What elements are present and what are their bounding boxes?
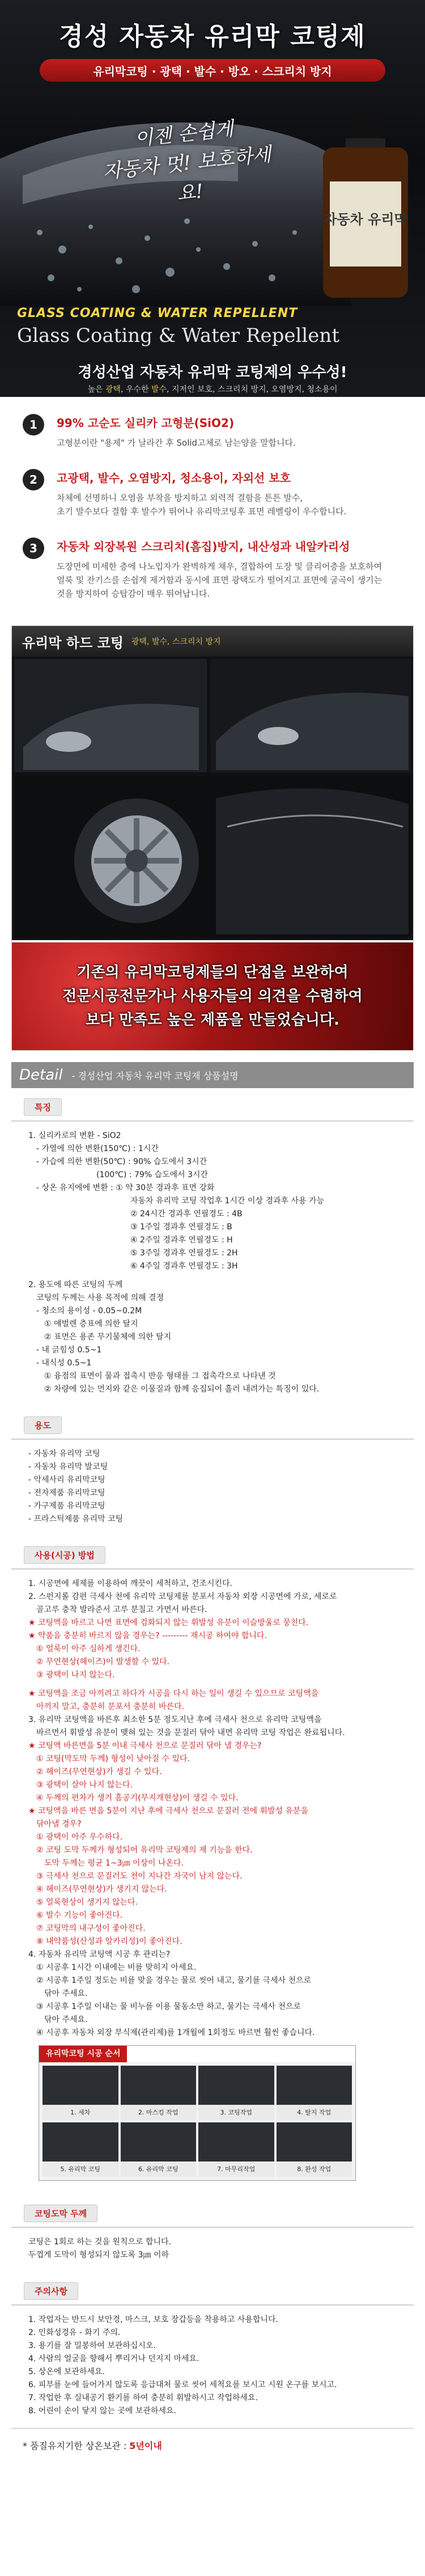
spec-body [11,1120,414,1399]
spec-line: ⑥ 4주일 경과후 연필경도 : 3H [130,1262,238,1271]
spec-line: ② 차량에 있는 먼지와 같은 이물질과 함께 응집되어 흘러 내려가는 특징이 있다. [44,1385,320,1394]
method-body: 1. 시공면에 세제를 이용하여 깨끗이 세척하고, 건조시킨다. 2. 스펀지롤 감편 극세사 천에 유리막 코팅제를 분포서 자동차 외장 시공면에 가로, 세로로 골고루 충착 발라준서 고루 분칠고 가면서 바른다. ★ 코팅액을 바르고 나면 표면에 검화되지 않는 휘발성 유분이 이슬방울로 뭉친다. ★ 약품을 충분히 바르지 않을 경우는? --------- 재시공 하여야 합니다. ① 얼룩이 아주 심하게 생긴다. ② 무연현상(헤이즈)이 발생할 수 있다. ③ 광택이 나지 않는다. ★ 코팅액을 조금 아끼려고 하다가 시공을 다시 하는 일이 생길 수 있으므로 코팅액을 아끼지 말고, 충분히 분포서 충분히 바른다. 3. 유리막 코팅액을 바른후 최소한 5분 정도지난 후에 극세사 천으로 유리막 코팅액을 바르면서 휘발성 유분이 맺혀 있는 것을 문질러 닦아 내면 유리막 코팅 작업은 완료됩니다. ★ 코팅액 바른면을 5분 이내 극세사 천으로 문질러 닦아 낼 경우는? ① 코팅(막도막 두께) 형성이 낮아질 수 있다. ② 헤이즈(무연현상)가 생길 수 있다. ③ 광택이 살아 나지 않는다. ④ 두께의 편차가 생겨 흠공기(무지개현상)이 생길 수 있다. ★ 코팅액을 바른 면을 5분이 지난 후에 극세사 천으로 문질러 전에 휘발성 유분을 닦아낼 경우? ① 광택이 아주 우수하다. ② 코팅 도막 두께가 형성되어 유리막 코팅제의 제 기능을 한다. 도막 두께는 평균 1~3㎛ 이상이 나온다. ③ 극세사 천으로 문질러도 천이 지나간 자국이 남지 않는다. ④ 헤이즈(무연현상)가 생기지 않는다. ⑤ 얼룩현상이 생기지 않는다. ⑥ 발수 기능이 좋아진다. ⑦ 코팅막의 내구성이 좋아진다. ⑧ 내약품성(산성과 알카리성)이 좋아진다. 4. 자동차 유리막 코팅액 시공 후 관리는? ① 시공후 1시간 이내에는 비를 맞히지 아세요. ② 시공후 1주일 정도는 비를 맞을 경우는 물로 씻어 내고, 물기를 극세사 천으로 닦아 주세요. ③ 시공후 1주일 이내는 물 비누를 이용 물동소만 하고, 물기는 극세사 천으로 닦아 주세요. ④ 시공후 자동차 외장 부식제(관리제)를 1개월에 1회정도 바르면 훨씬 좋습니다. 유리막코팅 시공 순서 1. 세차 2. 마스킹 작업 3. 코팅작업 4. 탈지 작업 5. 유리막 코팅 6. 유리막 코팅 7. 마무리작업 8. 완성 작업 [11,1568,414,2188]
improvement-banner [12,942,413,1050]
feature-desc: 도장면에 미세한 층에 나노입자가 완벽하게 채우, 결합하여 도장 및 클리어층을 보호하여 얼룩 및 잔기스를 손쉽게 제거함과 동시에 표면 광택도가 떨어지고 표면에 굴곡이 생기는 것을 방지하여 승탑감이 매우 뛰어납니다. [57,561,382,599]
spec-line: 코팅의 두께는 사용 목적에 의해 결정 [36,1293,164,1302]
step-photo: 8. 완성 작업 [277,2122,352,2177]
spec-badge: 특징 [24,1098,62,1116]
spec-line: ① 얘벌렌 층표에 의한 탈지 [44,1319,138,1329]
feature-desc: 차체에 선명하니 오염을 부착을 방지하고 외력적 결함을 튼튼 발수, 초기 발수보다 결합 후 발수가 뛰어나 유리막코팅후 표면 레벨링이 우수합니다. [57,493,347,517]
brand-english-text: Glass Coating & Water Repellent [17,324,339,347]
spec-section [11,1088,414,1406]
banner-line-2: 전문시공전문가나 사용자들의 의견을 수렴하여 [62,988,363,1005]
hero-banner [0,0,425,397]
spec-line: ① 융점의 표면이 물과 접촉시 반응 형태를 그 접촉각으로 나타낸 것 [44,1372,276,1381]
usage-line: - 전자제품 유리막코팅 [28,1488,105,1498]
spec-line: - 내 긁힘성 0.5~1 [36,1346,102,1355]
step-photo: 2. 마스킹 작업 [121,2066,197,2120]
usage-section [11,1406,414,1536]
step-photo: 6. 유리막 코팅 [121,2122,197,2177]
spec-line: ④ 2주일 경과후 연필경도 : H [130,1236,233,1245]
step-photo: 4. 탈지 작업 [277,2066,352,2120]
usage-line: - 프라스틱제품 유리막 코팅 [28,1515,124,1524]
method-section [11,1536,414,2194]
detail-label: Detail [19,1067,63,1084]
usage-badge: 용도 [24,1416,62,1434]
bottle-label: 자동차 유리막 [324,212,407,227]
spec-line: ⑤ 3주일 경과후 연필경도 : 2H [130,1249,238,1258]
banner-line-1: 기존의 유리막코팅제들의 단점을 보완하여 [76,964,348,981]
spec-line: - 가열에 의한 변환(150℃) : 1시간 [36,1144,159,1153]
coating-steps-grid [39,2062,355,2180]
quality-period-note: * 품질유지기한 상온보관 : 5년이내 [11,2428,414,2452]
spec-line: - 내식성 0.5~1 [36,1359,92,1368]
hard-coating-header [12,626,413,657]
feature-item [23,538,402,600]
detail-header [11,1062,414,1088]
handwriting-line-2: 자동차 멋! 보호하세요! [101,143,273,206]
feature-number: 3 [23,538,44,559]
caution-badge: 주의사항 [24,2282,78,2300]
usage-line: - 자동차 유리막 발코팅 [28,1462,108,1471]
hero-subtitle: 유리막코팅 · 광택 · 발수 · 방오 · 스크리치 방지 [40,59,385,82]
spec-line: ② 24시간 경과후 연필경도 : 4B [130,1209,243,1219]
handwriting-line-1: 이젠 손쉽게 [133,117,235,151]
usage-body [11,1439,414,1529]
method-badge: 사용(시공) 방법 [24,1546,105,1564]
spec-line: 1. 실리카로의 변환 - SiO2 [28,1131,121,1140]
step-photo: 1. 세차 [42,2066,118,2120]
usage-line: - 악세사리 유리막코팅 [28,1475,105,1484]
feature-title: 99% 고순도 실리카 고형분(SiO2) [57,416,235,430]
hero-title: 경성 자동차 유리막 코팅제 [59,22,366,51]
feature-item [23,469,402,518]
brand-english-logo: GLASS COATING & WATER REPELLENT [17,306,298,320]
thickness-section [11,2194,414,2272]
detail-title: - 경성산업 자동차 유리막 코팅제 상품설명 [71,1070,239,1081]
hard-coating-title: 유리막 하드 코팅 [22,635,124,651]
feature-title: 고광택, 발수, 오염방지, 청소용이, 자외선 보호 [57,471,291,485]
usage-line: - 자동차 유리막 코팅 [28,1449,100,1458]
spec-line: (100℃) : 79% 습도에서 3시간 [96,1170,209,1179]
feature-number: 2 [23,469,44,490]
car-detail-photos [12,657,413,940]
product-bottle-image [317,113,414,301]
spec-line: ③ 1주일 경과후 연필경도 : B [130,1223,232,1232]
thickness-body: 코팅은 1회로 하는 것을 원칙으로 합니다. 두껍게 도막이 형성되지 않도록 3㎛ 이하 [11,2227,414,2265]
feature-item [23,414,402,450]
spec-line: - 가습에 의한 변환(50℃) : 90% 습도에서 3시간 [36,1157,207,1166]
usage-line: - 가구제품 유리막코팅 [28,1501,105,1511]
spec-line: - 청소의 용이성 - 0.05~0.2M [36,1306,142,1316]
hard-coating-subtitle: 광택, 발수, 스크리치 방지 [131,637,221,646]
caution-section [11,2272,414,2428]
thickness-badge: 코팅도막 두께 [24,2205,97,2222]
banner-line-3: 보다 만족도 높은 제품을 만들었습니다. [86,1012,339,1029]
hero-tagline: 경성산업 자동차 유리막 코팅제의 우수성! [78,364,347,381]
feature-number: 1 [23,414,44,435]
spec-line: 2. 용도에 따른 코팅의 두께 [28,1280,123,1289]
feature-title: 자동차 외장복원 스크리치(흠집)방지, 내산성과 내알카리성 [57,540,350,553]
features-list [0,397,425,625]
spec-line: 자동차 유리막 코팅 작업후 1시간 이상 경과후 사용 가능 [130,1196,325,1205]
caution-body: 1. 작업자는 반드시 보안경, 마스크, 보호 장갑등을 착용하고 사용합니다. 2. 인화성경유 - 화기 주의. 3. 용기를 잘 밀봉하여 보관하십시오. 4. 사람의 얼굴을 향해서 뿌리거나 던지지 마세요. 5. 상온에 보관하세요. 6. 피부를 눈에 들어가지 않도록 응급대처 물로 씻어 세척요를 보시고 시원 온구를 보시고. 7. 작업한 후 실내공기 환기를 하여 충분히 휘발하시고 작업하세요. 8. 어린이 손이 닿지 않는 곳에 보관하세요. [11,2304,414,2421]
step-photo: 7. 마무리작업 [198,2122,274,2177]
spec-line: ② 표면은 용존 무기물체에 의한 탈지 [44,1333,172,1342]
hero-handwriting [98,111,277,217]
hero-subtagline: 높은 광택, 우수한 발수, 지저인 보호, 스크리치 방지, 오염방지, 청소용이 [87,385,338,394]
coating-steps-title: 유리막코팅 시공 순서 [39,2046,127,2062]
step-photo: 5. 유리막 코팅 [42,2122,118,2177]
spec-line: - 상온 유지에에 변환 : ① 약 30분 경과후 표면 강화 [36,1183,215,1192]
step-photo: 3. 코팅작업 [198,2066,274,2120]
feature-desc: 고형분이란 "용제" 가 날라간 후 Solid고체로 남는양을 말합니다. [57,438,296,448]
hard-coating-section [11,625,414,1051]
coating-steps-panel [39,2045,356,2181]
